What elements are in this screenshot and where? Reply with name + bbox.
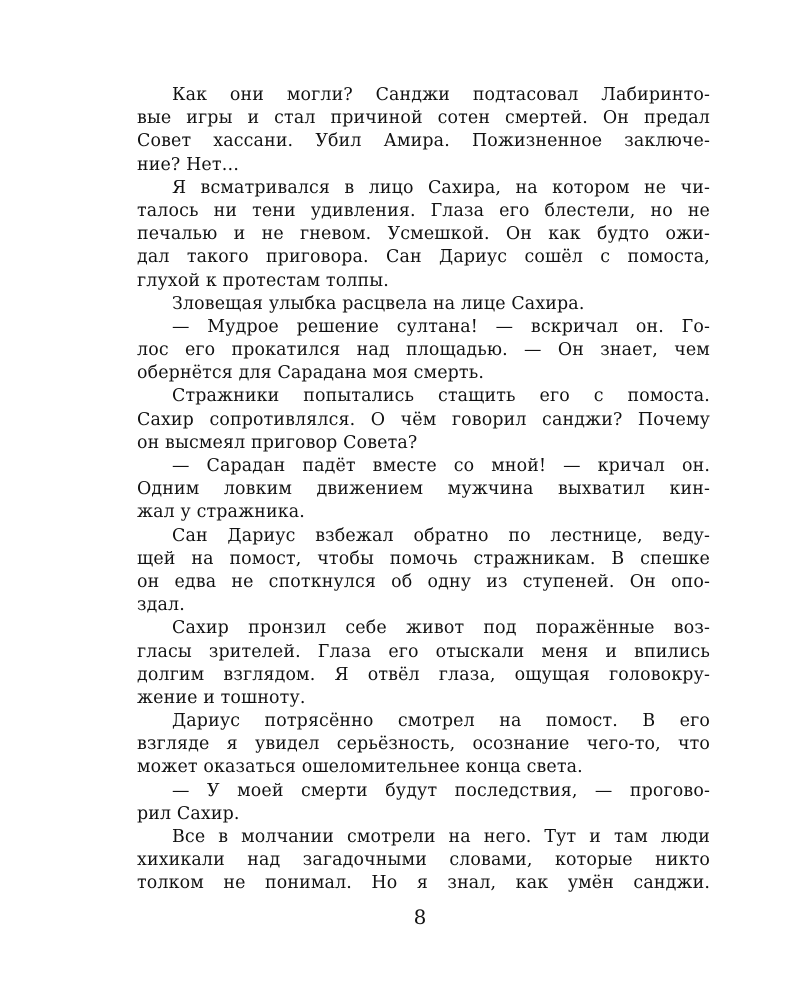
text-line: он едва не споткнулся об одну из ступеней. Он опо- [137, 571, 710, 592]
text-line: обернётся для Сарадана моя смерть. [137, 363, 485, 384]
text-line: Сан Дариус взбежал обратно по лестнице, веду- [172, 525, 710, 546]
text-line: дал такого приговора. Сан Дариус сошёл с помоста, [137, 247, 710, 268]
text-line: рил Сахир. [137, 803, 240, 824]
text-line: гласы зрителей. Глаза его отыскали меня и впились [137, 641, 710, 662]
page-number: 8 [413, 905, 427, 929]
text-line: долгим взглядом. Я отвёл глаза, ощущая головокру- [137, 664, 710, 685]
text-line: — Мудрое решение султана! — вскричал он. Го- [172, 316, 710, 337]
text-line: талось ни тени удивления. Глаза его блестели, но не [137, 200, 710, 221]
text-line: может оказаться ошеломительнее конца света. [137, 757, 583, 778]
text-line: — У моей смерти будут последствия, — прогово- [172, 780, 710, 801]
text-line: толком не понимал. Но я знал, как умён санджи. [137, 873, 710, 894]
text-line: Зловещая улыбка расцвела на лице Сахира. [172, 293, 585, 314]
text-line: жение и тошноту. [137, 687, 306, 708]
text-line: Одним ловким движением мужчина выхватил кин- [137, 479, 710, 500]
text-line: щей на помост, чтобы помочь стражникам. В спешке [137, 548, 710, 569]
text-line: Сахир сопротивлялся. О чём говорил санджи? Почему [137, 409, 710, 430]
text-line: Как они могли? Санджи подтасовал Лабиринто- [172, 85, 710, 105]
text-line: Дариус потрясённо смотрел на помост. В его [172, 711, 710, 732]
text-line: вые игры и стал причиной сотен смертей. Он предал [137, 108, 710, 129]
text-line: Я всматривался в лицо Сахира, на котором не чи- [172, 177, 710, 198]
text-line: Стражники попытались стащить его с помоста. [172, 386, 710, 407]
body-text [137, 84, 710, 896]
text-line: здал. [137, 595, 185, 616]
text-line: Сахир пронзил себе живот под поражённые воз- [172, 618, 710, 639]
text-line: хихикали над загадочными словами, которые никто [137, 850, 710, 871]
text-line: ние? Нет… [137, 154, 240, 175]
text-line: печалью и не гневом. Усмешкой. Он как будто ожи- [137, 224, 710, 245]
text-line: глухой к протестам толпы. [137, 270, 389, 291]
text-line: жал у стражника. [137, 502, 305, 523]
text-line: взгляде я увидел серьёзность, осознание чего-то, что [137, 734, 710, 755]
text-line: — Сарадан падёт вместе со мной! — кричал он. [172, 456, 710, 476]
text-line: он высмеял приговор Совета? [137, 432, 418, 453]
text-line: лос его прокатился над площадью. — Он знает, чем [137, 340, 710, 361]
text-line: Совет хассани. Убил Амира. Пожизненное заключе- [137, 131, 710, 152]
text-line: Все в молчании смотрели на него. Тут и там люди [172, 827, 710, 847]
